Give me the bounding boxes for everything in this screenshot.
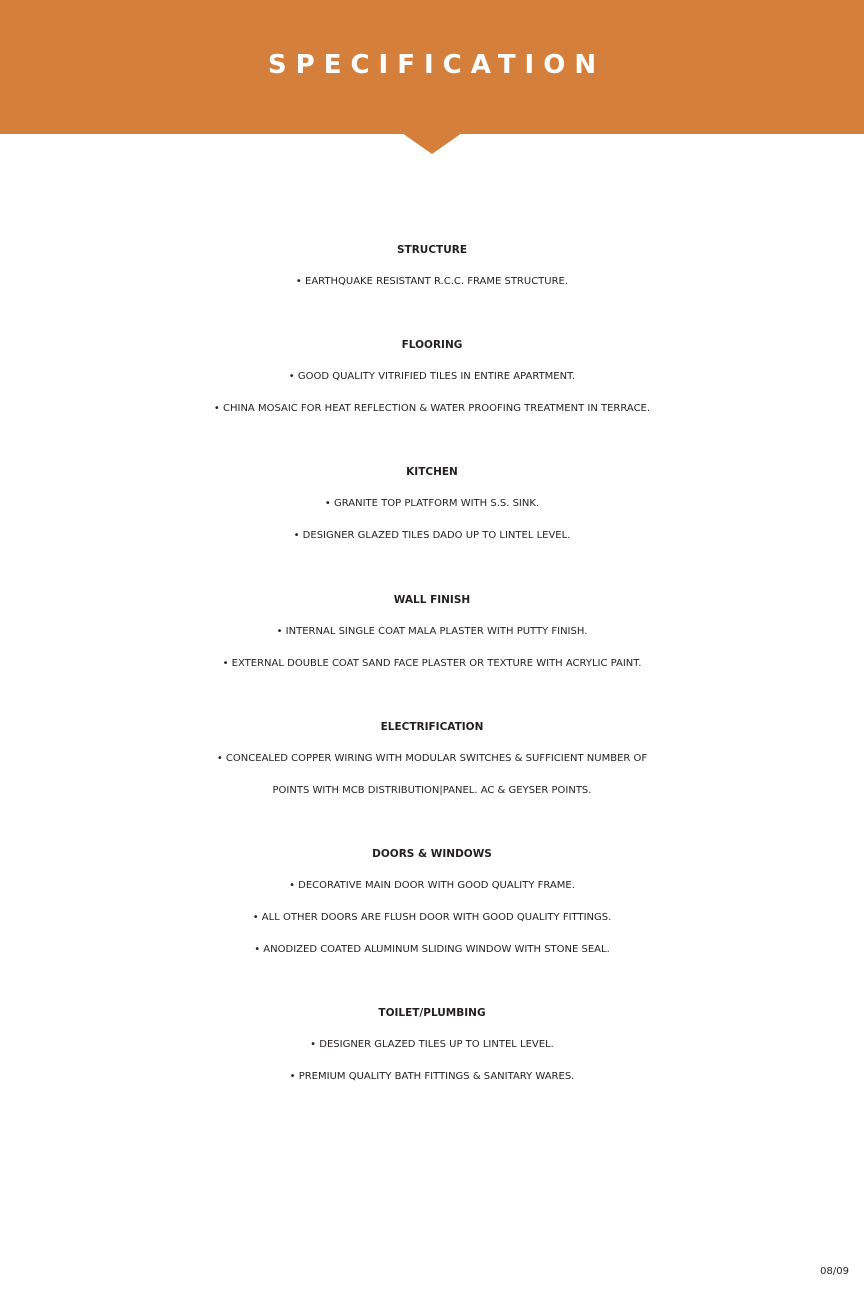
section-title: WALL FINISH bbox=[393, 594, 471, 606]
section-title: KITCHEN bbox=[406, 466, 458, 478]
spec-item: • GRANITE TOP PLATFORM WITH S.S. SINK. bbox=[324, 498, 540, 509]
spec-item: • DECORATIVE MAIN DOOR WITH GOOD QUALITY FRAME. bbox=[289, 880, 575, 891]
spec-item: • DESIGNER GLAZED TILES DADO UP TO LINTEL LEVEL. bbox=[293, 530, 571, 541]
spec-section-structure bbox=[0, 243, 864, 289]
section-title: FLOORING bbox=[401, 339, 463, 351]
spec-item: • ALL OTHER DOORS ARE FLUSH DOOR WITH GOOD QUALITY FITTINGS. bbox=[252, 912, 612, 923]
spec-section-doors-windows bbox=[0, 847, 864, 957]
spec-item: • GOOD QUALITY VITRIFIED TILES IN ENTIRE APARTMENT. bbox=[288, 371, 576, 382]
section-title: TOILET/PLUMBING bbox=[378, 1007, 486, 1019]
spec-item: • EARTHQUAKE RESISTANT R.C.C. FRAME STRUCTURE. bbox=[295, 276, 569, 287]
spec-item: • EXTERNAL DOUBLE COAT SAND FACE PLASTER OR TEXTURE WITH ACRYLIC PAINT. bbox=[222, 658, 642, 669]
spec-item: • CHINA MOSAIC FOR HEAT REFLECTION & WATER PROOFING TREATMENT IN TERRACE. bbox=[213, 403, 651, 414]
spec-section-kitchen bbox=[0, 465, 864, 543]
section-title: STRUCTURE bbox=[397, 244, 467, 256]
spec-item: • INTERNAL SINGLE COAT MALA PLASTER WITH PUTTY FINISH. bbox=[276, 626, 588, 637]
spec-section-toilet-plumbing bbox=[0, 1006, 864, 1084]
spec-item: • CONCEALED COPPER WIRING WITH MODULAR SWITCHES & SUFFICIENT NUMBER OF bbox=[216, 753, 648, 764]
spec-section-electrification bbox=[0, 720, 864, 798]
header-banner bbox=[0, 0, 864, 134]
spec-section-flooring bbox=[0, 338, 864, 416]
page-number: 08/09 bbox=[820, 1266, 849, 1277]
section-title: ELECTRIFICATION bbox=[380, 721, 484, 733]
page-title: SPECIFICATION bbox=[267, 50, 606, 80]
spec-item: POINTS WITH MCB DISTRIBUTION|PANEL. AC & GEYSER POINTS. bbox=[272, 785, 592, 796]
spec-item: • PREMIUM QUALITY BATH FITTINGS & SANITARY WARES. bbox=[289, 1071, 575, 1082]
section-title: DOORS & WINDOWS bbox=[372, 848, 492, 860]
header-notch bbox=[402, 133, 462, 154]
spec-item: • DESIGNER GLAZED TILES UP TO LINTEL LEVEL. bbox=[310, 1039, 554, 1050]
spec-item: • ANODIZED COATED ALUMINUM SLIDING WINDOW WITH STONE SEAL. bbox=[254, 944, 610, 955]
spec-section-wall-finish bbox=[0, 593, 864, 671]
